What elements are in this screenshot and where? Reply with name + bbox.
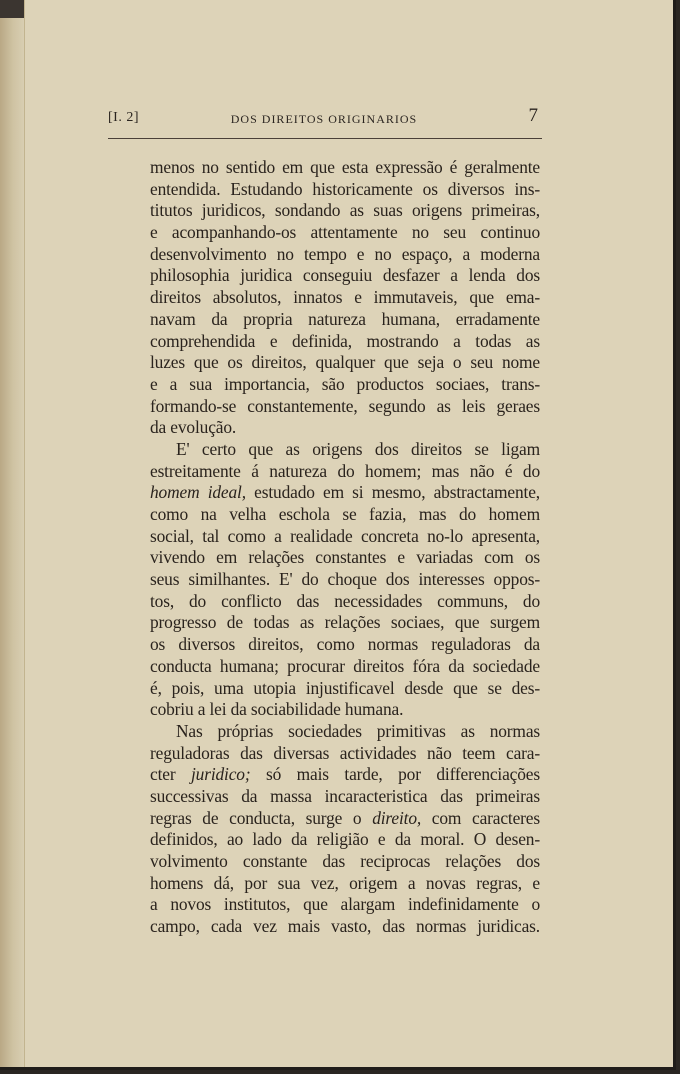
page-gutter	[0, 0, 25, 1067]
text-line: homens dá, por sua vez, origem a novas regras, e	[150, 872, 540, 893]
text-line: E' certo que as origens dos direitos se ligam	[176, 438, 540, 459]
text-line: Nas próprias sociedades primitivas as normas	[176, 720, 540, 741]
text-line: os diversos direitos, como normas reguladoras da	[150, 634, 540, 655]
running-header	[108, 104, 540, 134]
text-line: navam da propria natureza humana, erradamente	[150, 308, 540, 329]
text-line: philosophia juridica conseguiu desfazer a lenda dos	[150, 265, 540, 286]
text-line: regras de conducta, surge o direito, com caracteres	[150, 807, 540, 828]
text-line: como na velha eschola se fazia, mas do homem	[150, 504, 540, 524]
text-line: seus similhantes. E' do choque dos interesses oppos-	[150, 569, 540, 590]
italic-phrase: direito,	[372, 807, 422, 828]
text-line: desenvolvimento no tempo e no espaço, a moderna	[150, 243, 540, 264]
text-line: menos no sentido em que esta expressão é geralmente	[150, 157, 540, 177]
scan-corner	[0, 0, 24, 18]
text-line: cobriu a lei da sociabilidade humana.	[150, 699, 404, 720]
text-line: a novos institutos, que alargam indefinidamente o	[150, 894, 540, 915]
text-line: titutos juridicos, sondando as suas origens primeiras,	[150, 200, 540, 221]
text-line: social, tal como a realidade concreta no-lo apresenta,	[150, 525, 540, 546]
text-line: estreitamente á natureza do homem; mas não é do	[150, 460, 540, 481]
text-line: luzes que os direitos, qualquer que seja o seu nome	[150, 352, 540, 373]
text-line: entendida. Estudando historicamente os diversos ins-	[150, 178, 540, 199]
text-line: tos, do conflicto das necessidades communs, do	[150, 590, 540, 611]
text-line: e a sua importancia, são productos sociaes, trans-	[150, 373, 540, 394]
text-line: e acompanhando-os attentamente no seu continuo	[150, 222, 540, 243]
text-line: vivendo em relações constantes e variadas com os	[150, 547, 540, 568]
body-text	[150, 157, 540, 938]
text-line: da evolução.	[150, 417, 237, 438]
text-line: campo, cada vez mais vasto, das normas juridicas.	[150, 916, 540, 937]
running-title: DOS DIREITOS ORIGINARIOS	[230, 112, 418, 126]
text-line: volvimento constante das reciprocas relações dos	[150, 851, 540, 871]
section-reference: [I. 2]	[108, 110, 139, 125]
text-line: conducta humana; procurar direitos fóra da sociedade	[150, 655, 540, 676]
text-line: homem ideal, estudado em si mesmo, abstractamente,	[150, 482, 540, 503]
page-number: 7	[528, 105, 538, 126]
text-line: definidos, ao lado da religião e da moral. O desen-	[150, 829, 540, 850]
header-rule	[108, 138, 542, 139]
italic-phrase: homem ideal,	[150, 482, 246, 503]
text-line: é, pois, uma utopia injustificavel desde que se des-	[150, 677, 540, 698]
text-line: reguladoras das diversas actividades não teem cara-	[150, 742, 540, 763]
text-line: successivas da massa incaracteristica das primeiras	[150, 785, 540, 806]
text-line: cter juridico; só mais tarde, por differenciações	[150, 764, 540, 785]
text-line: direitos absolutos, innatos e immutaveis, que ema-	[150, 287, 540, 308]
italic-phrase: juridico;	[190, 764, 251, 785]
text-line: progresso de todas as relações sociaes, que surgem	[150, 612, 540, 633]
text-line: comprehendida e definida, mostrando a todas as	[150, 330, 540, 351]
text-line: formando-se constantemente, segundo as leis geraes	[150, 395, 540, 416]
